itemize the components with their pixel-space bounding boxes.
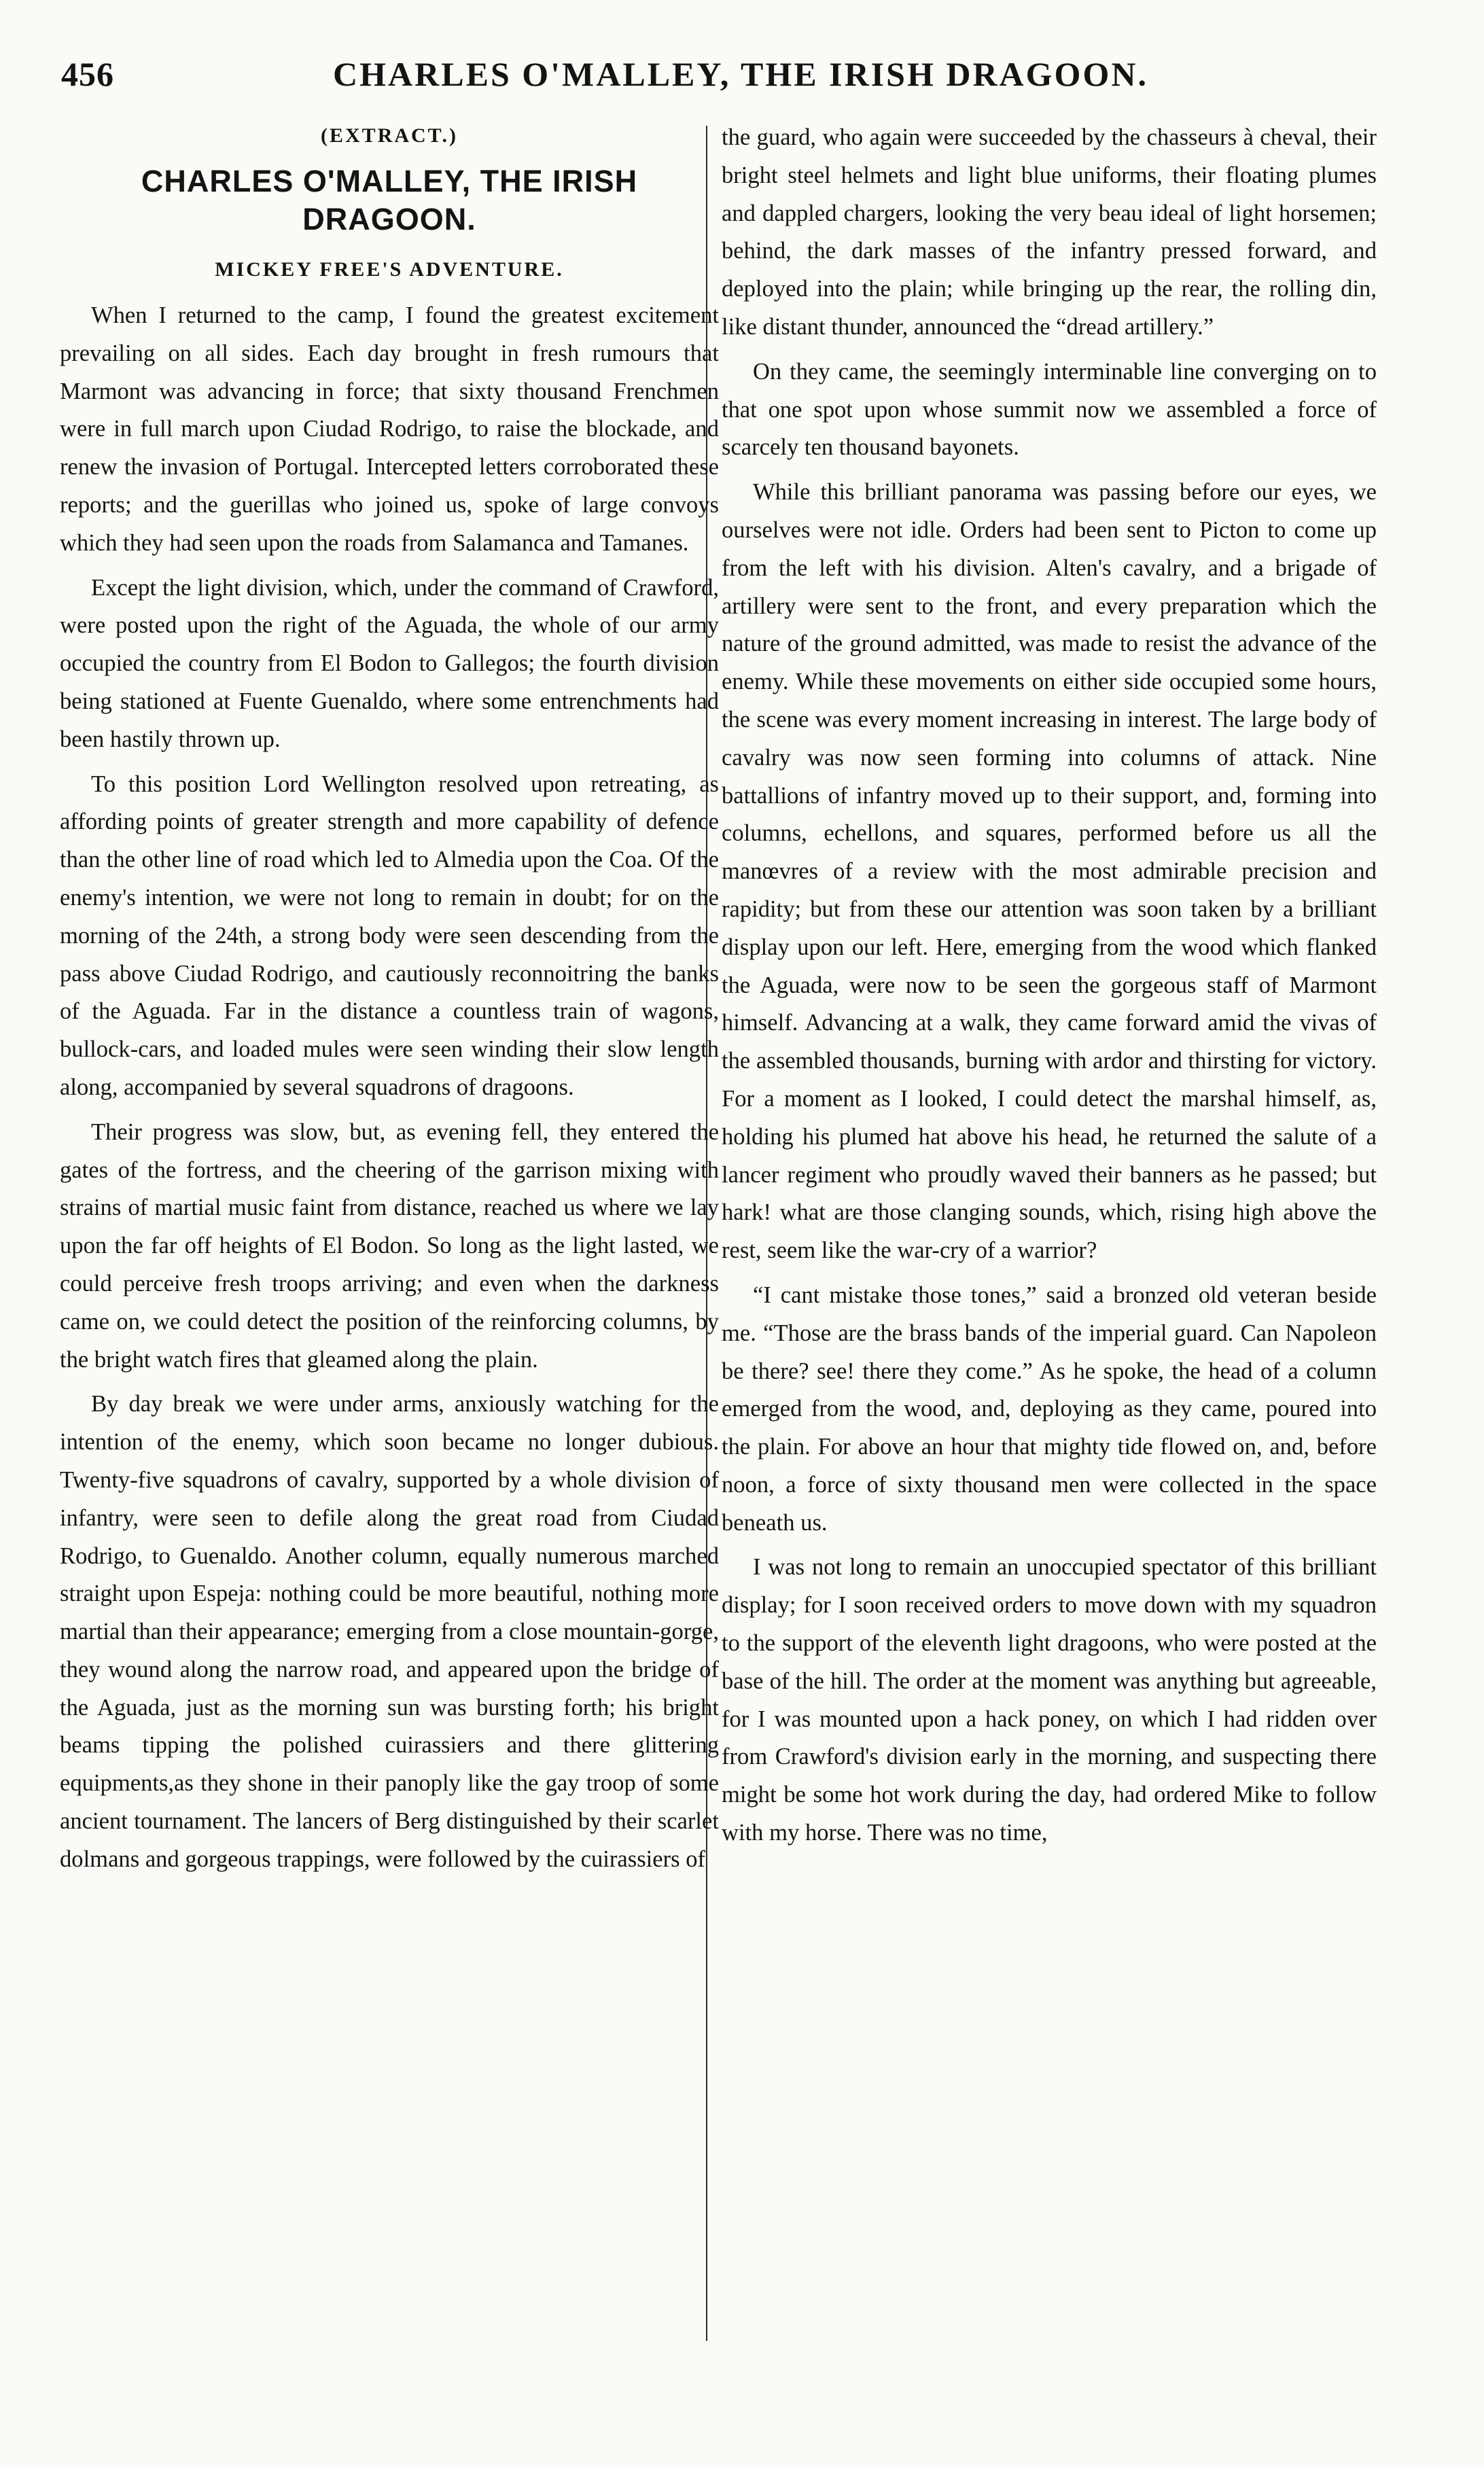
article-kicker: (EXTRACT.) (321, 124, 458, 147)
paragraph: Except the light division, which, under the command of Crawford, were posted upon the right of the Aguada, the whole of our army occupied the country from El Bodon to Gallegos; the fourth division being stationed at Fuente Guenaldo, where some entrenchments had been hastily thrown up. (60, 574, 719, 752)
paragraph: To this position Lord Wellington resolved upon retreating, as affording points of greater strength and more capability of defence than the other line of road which led to Almedia upon the Coa. Of the enemy's intention, we were not long to remain in doubt; for on the morning of the 24th, a strong body were seen descending from the pass above Ciudad Rodrigo, and cautiously reconnoitring the banks of the Aguada. Far in the distance a countless train of wagons, bullock-cars, and loaded mules were seen winding their slow length along, accompanied by several squadrons of dragoons. (60, 771, 719, 1100)
page-number: 456 (61, 55, 114, 93)
article-subtitle: MICKEY FREE'S ADVENTURE. (215, 258, 564, 281)
paragraph: When I returned to the camp, I found the greatest excitement prevailing on all sides. Each day brought in fresh rumours that Marmont was advancing in force; that sixty thousand Frenchmen were in full march upon Ciudad Rodrigo, to raise the blockade, and renew the invasion of Portugal. Intercepted letters corroborated these reports; and the guerillas who joined us, spoke of large convoys which they had seen upon the roads from Salamanca and Tamanes. (60, 302, 719, 556)
page-header (61, 54, 1379, 102)
paragraph: I was not long to remain an unoccupied spectator of this brilliant display; for I soon received orders to move down with my squadron to the support of the eleventh light dragoons, who were posted at the base of the hill. The order at the moment was anything but agreeable, for I was mounted upon a hack poney, on which I had ridden over from Crawford's division early in the morning, and suspecting there might be some hot work during the day, had ordered Mike to follow with my horse. There was no time, (722, 1554, 1377, 1846)
paragraph: On they came, the seemingly interminable line converging on to that one spot upon whose summit now we assembled a force of scarcely ten thousand bayonets. (722, 358, 1377, 461)
paragraph: While this brilliant panorama was passing before our eyes, we ourselves were not idle. Orders had been sent to Picton to come up from the left with his division. Alten's cavalry, and a brigade of artillery were sent to the front, and every preparation which the nature of the ground admitted, was made to resist the advance of the enemy. While these movements on either side occupied some hours, the scene was every moment increasing in interest. The large body of cavalry was now seen forming into columns of attack. Nine battallions of infantry moved up to their support, and, forming into columns, echellons, and squares, performed before us all the manœvres of a review with the most admirable precision and rapidity; but from these our attention was soon taken by a brilliant display upon our left. Here, emerging from the wood which flanked the Aguada, were now to be seen the gorgeous staff of Marmont himself. Advancing at a walk, they came forward amid the vivas of the assembled thousands, burning with ardor and thirsting for victory. For a moment as I looked, I could detect the marshal himself, as, holding his plumed hat above his head, he returned the salute of a lancer regiment who proudly waved their banners as he passed; but hark! what are those clanging sounds, which, rising high above the rest, seem like the war-cry of a warrior? (722, 479, 1377, 1264)
paragraph-continued: the guard, who again were succeeded by the chasseurs à cheval, their bright steel helmets and light blue uniforms, their floating plumes and dappled chargers, looking the very beau ideal of light horsemen; behind, the dark masses of the infantry pressed forward, and deployed into the plain; while bringing up the rear, the rolling din, like distant thunder, announced the “dread artillery.” (722, 124, 1377, 340)
right-column (722, 119, 1377, 1859)
left-column (60, 119, 719, 1886)
paragraph: Their progress was slow, but, as evening fell, they entered the gates of the fortress, and the cheering of the garrison mixing with strains of martial music faint from distance, reached us where we lay upon the far off heights of El Bodon. So long as the light lasted, we could perceive fresh troops arriving; and even when the darkness came on, we could detect the position of the reinforcing columns, by the bright watch fires that gleamed along the plain. (60, 1118, 719, 1373)
running-head: CHARLES O'MALLEY, THE IRISH DRAGOON. (333, 55, 1148, 93)
article-title: CHARLES O'MALLEY, THE IRISH DRAGOON. (141, 164, 638, 236)
paragraph: By day break we were under arms, anxiously watching for the intention of the enemy, which soon became no longer dubious. Twenty-five squadrons of cavalry, supported by a whole division of infantry, were seen to defile along the great road from Ciudad Rodrigo, to Guenaldo. Another column, equally numerous marched straight upon Espeja: nothing could be more beautiful, nothing more martial than their appearance; emerging from a close mountain-gorge, they wound along the narrow road, and appeared upon the bridge of the Aguada, just as the morning sun was bursting forth; his bright beams tipping the polished cuirassiers and there glittering equipments,as they shone in their panoply like the gay troop of some ancient tournament. The lancers of Berg distinguished by their scarlet dolmans and gorgeous trappings, were followed by the cuirassiers of (60, 1391, 719, 1872)
paragraph: “I cant mistake those tones,” said a bronzed old veteran beside me. “Those are the brass bands of the imperial guard. Can Napoleon be there? see! there they come.” As he spoke, the head of a column emerged from the wood, and, deploying as they came, poured into the plain. For above an hour that mighty tide flowed on, and, before noon, a force of sixty thousand men were collected in the space beneath us. (722, 1282, 1377, 1536)
